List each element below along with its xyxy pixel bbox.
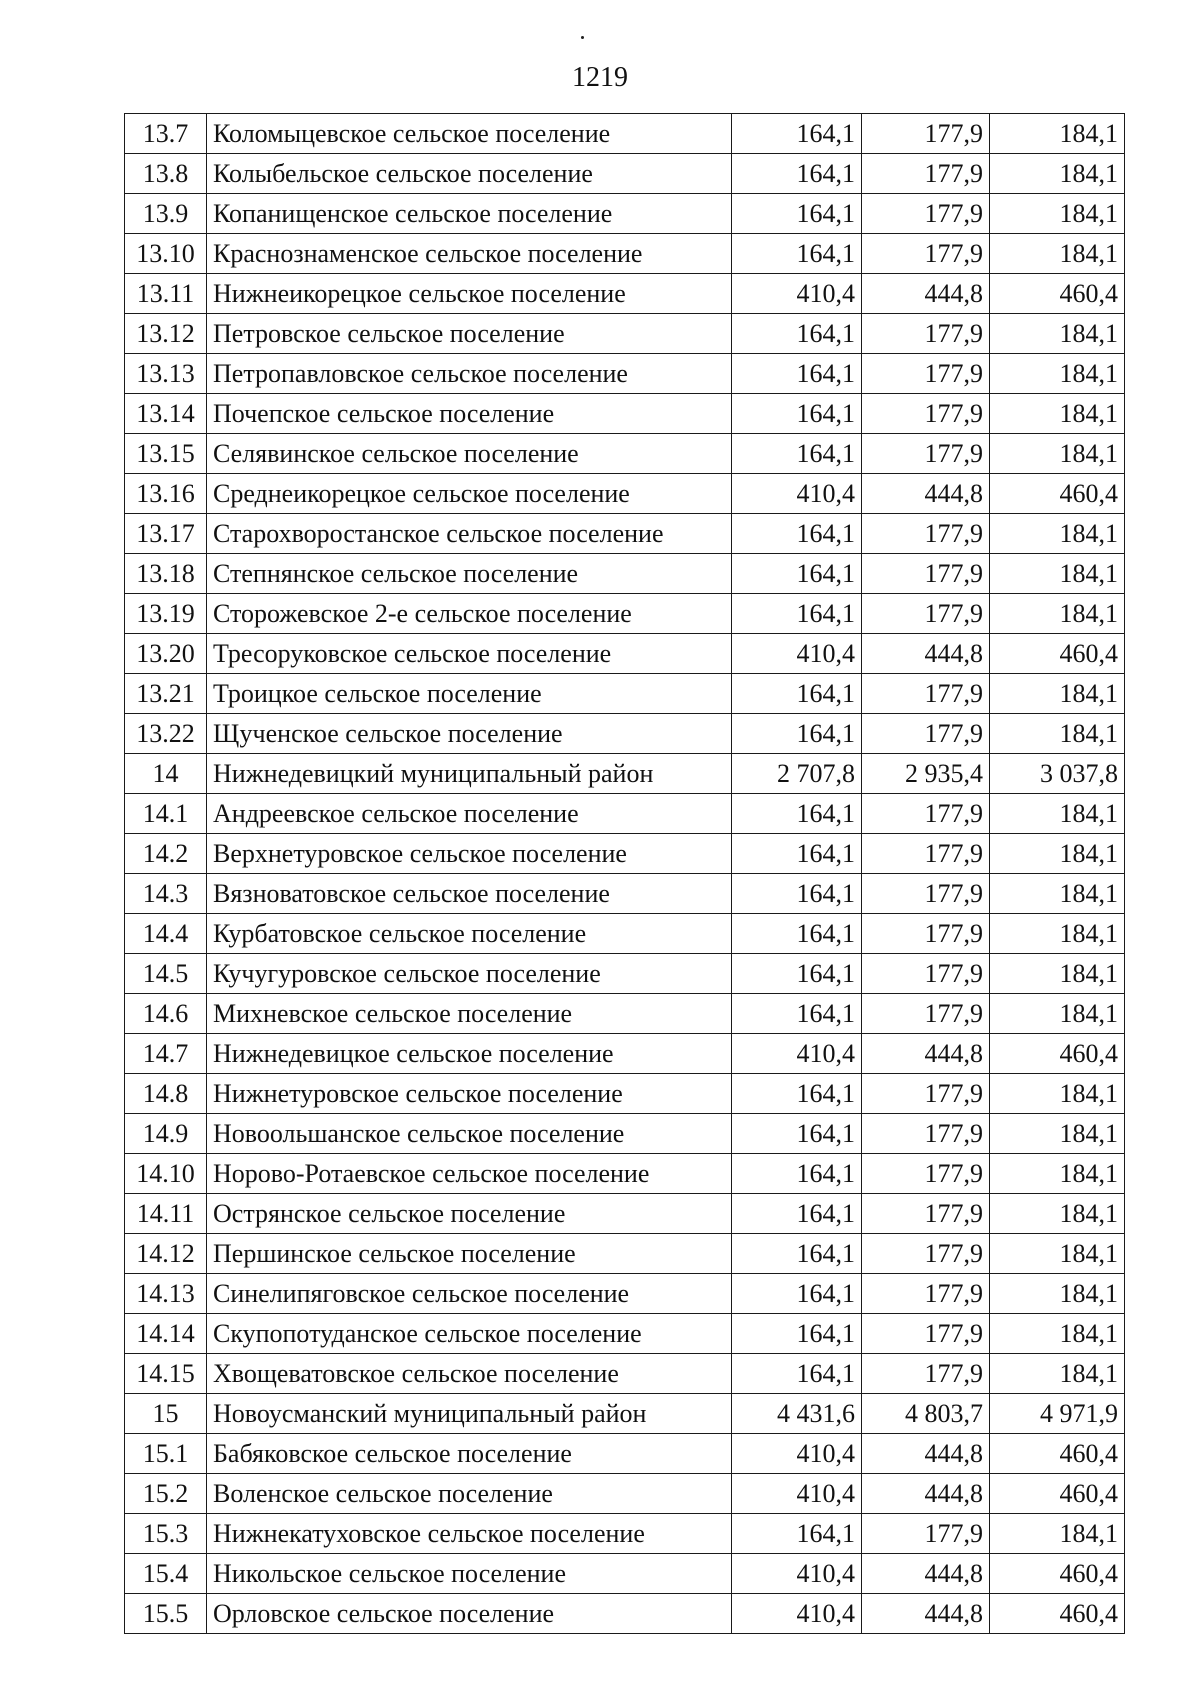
row-number-cell: 14.15 <box>125 1354 207 1394</box>
value-col-2-cell: 444,8 <box>862 634 990 674</box>
value-col-1-cell: 164,1 <box>732 1234 862 1274</box>
value-col-3-cell: 184,1 <box>990 914 1125 954</box>
value-col-3-cell: 184,1 <box>990 1274 1125 1314</box>
row-number-cell: 13.13 <box>125 354 207 394</box>
value-col-3-cell: 4 971,9 <box>990 1394 1125 1434</box>
row-number-cell: 13.14 <box>125 394 207 434</box>
table-row <box>125 1594 1125 1634</box>
scan-speck <box>581 36 584 39</box>
table-row <box>125 1034 1125 1074</box>
value-col-2-cell: 177,9 <box>862 194 990 234</box>
row-number-cell: 13.9 <box>125 194 207 234</box>
value-col-3-cell: 184,1 <box>990 1194 1125 1234</box>
settlement-name-cell: Троицкое сельское поселение <box>207 674 732 714</box>
value-col-1-cell: 4 431,6 <box>732 1394 862 1434</box>
value-col-2-cell: 177,9 <box>862 1274 990 1314</box>
value-col-1-cell: 164,1 <box>732 394 862 434</box>
row-number-cell: 13.22 <box>125 714 207 754</box>
value-col-1-cell: 164,1 <box>732 1274 862 1314</box>
table-row <box>125 1074 1125 1114</box>
value-col-3-cell: 460,4 <box>990 634 1125 674</box>
table-row <box>125 754 1125 794</box>
value-col-3-cell: 184,1 <box>990 714 1125 754</box>
value-col-2-cell: 177,9 <box>862 794 990 834</box>
value-col-3-cell: 184,1 <box>990 1514 1125 1554</box>
table-row <box>125 1394 1125 1434</box>
table-row <box>125 1554 1125 1594</box>
table-row <box>125 874 1125 914</box>
table-row <box>125 1274 1125 1314</box>
table-row <box>125 234 1125 274</box>
row-number-cell: 13.18 <box>125 554 207 594</box>
settlement-name-cell: Селявинское сельское поселение <box>207 434 732 474</box>
table-row <box>125 914 1125 954</box>
value-col-1-cell: 410,4 <box>732 1554 862 1594</box>
settlement-name-cell: Скупопотуданское сельское поселение <box>207 1314 732 1354</box>
settlement-name-cell: Копанищенское сельское поселение <box>207 194 732 234</box>
value-col-2-cell: 2 935,4 <box>862 754 990 794</box>
value-col-3-cell: 184,1 <box>990 994 1125 1034</box>
page-number: 1219 <box>572 62 628 93</box>
table-row <box>125 274 1125 314</box>
settlement-name-cell: Кучугуровское сельское поселение <box>207 954 732 994</box>
value-col-3-cell: 460,4 <box>990 1594 1125 1634</box>
row-number-cell: 14.7 <box>125 1034 207 1074</box>
value-col-1-cell: 164,1 <box>732 594 862 634</box>
value-col-3-cell: 460,4 <box>990 1434 1125 1474</box>
value-col-3-cell: 184,1 <box>990 394 1125 434</box>
settlement-name-cell: Нижнедевицкий муниципальный район <box>207 754 732 794</box>
table-row <box>125 314 1125 354</box>
budget-table <box>124 113 1125 1634</box>
settlement-name-cell: Хвощеватовское сельское поселение <box>207 1354 732 1394</box>
value-col-2-cell: 177,9 <box>862 314 990 354</box>
value-col-2-cell: 444,8 <box>862 1474 990 1514</box>
row-number-cell: 13.20 <box>125 634 207 674</box>
row-number-cell: 14.9 <box>125 1114 207 1154</box>
table-body <box>125 114 1125 1634</box>
value-col-2-cell: 177,9 <box>862 594 990 634</box>
settlement-name-cell: Сторожевское 2-е сельское поселение <box>207 594 732 634</box>
settlement-name-cell: Никольское сельское поселение <box>207 1554 732 1594</box>
value-col-1-cell: 410,4 <box>732 1594 862 1634</box>
value-col-2-cell: 177,9 <box>862 874 990 914</box>
value-col-2-cell: 177,9 <box>862 914 990 954</box>
row-number-cell: 15.2 <box>125 1474 207 1514</box>
row-number-cell: 13.11 <box>125 274 207 314</box>
value-col-3-cell: 184,1 <box>990 954 1125 994</box>
row-number-cell: 15.1 <box>125 1434 207 1474</box>
value-col-2-cell: 177,9 <box>862 114 990 154</box>
row-number-cell: 14 <box>125 754 207 794</box>
row-number-cell: 15.3 <box>125 1514 207 1554</box>
table-row <box>125 394 1125 434</box>
value-col-2-cell: 177,9 <box>862 714 990 754</box>
value-col-2-cell: 177,9 <box>862 1314 990 1354</box>
value-col-1-cell: 164,1 <box>732 714 862 754</box>
settlement-name-cell: Нижнекатуховское сельское поселение <box>207 1514 732 1554</box>
table-row <box>125 794 1125 834</box>
value-col-1-cell: 164,1 <box>732 354 862 394</box>
table-row <box>125 154 1125 194</box>
value-col-2-cell: 4 803,7 <box>862 1394 990 1434</box>
table-row <box>125 1194 1125 1234</box>
value-col-2-cell: 444,8 <box>862 1434 990 1474</box>
table-row <box>125 514 1125 554</box>
value-col-1-cell: 410,4 <box>732 1474 862 1514</box>
table-row <box>125 554 1125 594</box>
row-number-cell: 13.16 <box>125 474 207 514</box>
settlement-name-cell: Почепское сельское поселение <box>207 394 732 434</box>
settlement-name-cell: Воленское сельское поселение <box>207 1474 732 1514</box>
row-number-cell: 13.15 <box>125 434 207 474</box>
table-row <box>125 674 1125 714</box>
table-row <box>125 994 1125 1034</box>
row-number-cell: 13.21 <box>125 674 207 714</box>
table-row <box>125 1474 1125 1514</box>
value-col-2-cell: 177,9 <box>862 1114 990 1154</box>
value-col-3-cell: 184,1 <box>990 1314 1125 1354</box>
row-number-cell: 15.5 <box>125 1594 207 1634</box>
settlement-name-cell: Верхнетуровское сельское поселение <box>207 834 732 874</box>
row-number-cell: 13.8 <box>125 154 207 194</box>
value-col-2-cell: 444,8 <box>862 1594 990 1634</box>
value-col-2-cell: 177,9 <box>862 1194 990 1234</box>
row-number-cell: 14.3 <box>125 874 207 914</box>
value-col-2-cell: 177,9 <box>862 1154 990 1194</box>
row-number-cell: 14.4 <box>125 914 207 954</box>
settlement-name-cell: Орловское сельское поселение <box>207 1594 732 1634</box>
row-number-cell: 13.19 <box>125 594 207 634</box>
value-col-2-cell: 444,8 <box>862 474 990 514</box>
table-row <box>125 114 1125 154</box>
row-number-cell: 13.12 <box>125 314 207 354</box>
table-row <box>125 834 1125 874</box>
table-row <box>125 954 1125 994</box>
settlement-name-cell: Острянское сельское поселение <box>207 1194 732 1234</box>
value-col-2-cell: 444,8 <box>862 1034 990 1074</box>
value-col-2-cell: 177,9 <box>862 994 990 1034</box>
value-col-2-cell: 177,9 <box>862 1074 990 1114</box>
value-col-1-cell: 164,1 <box>732 194 862 234</box>
value-col-1-cell: 164,1 <box>732 994 862 1034</box>
table-row <box>125 354 1125 394</box>
value-col-3-cell: 184,1 <box>990 434 1125 474</box>
table-row <box>125 434 1125 474</box>
value-col-1-cell: 164,1 <box>732 154 862 194</box>
value-col-1-cell: 164,1 <box>732 794 862 834</box>
settlement-name-cell: Курбатовское сельское поселение <box>207 914 732 954</box>
value-col-1-cell: 164,1 <box>732 434 862 474</box>
row-number-cell: 14.14 <box>125 1314 207 1354</box>
settlement-name-cell: Краснознаменское сельское поселение <box>207 234 732 274</box>
settlement-name-cell: Среднеикорецкое сельское поселение <box>207 474 732 514</box>
table-row <box>125 474 1125 514</box>
value-col-3-cell: 184,1 <box>990 1354 1125 1394</box>
value-col-1-cell: 410,4 <box>732 634 862 674</box>
value-col-2-cell: 177,9 <box>862 394 990 434</box>
settlement-name-cell: Першинское сельское поселение <box>207 1234 732 1274</box>
value-col-2-cell: 177,9 <box>862 674 990 714</box>
value-col-2-cell: 177,9 <box>862 1514 990 1554</box>
value-col-3-cell: 184,1 <box>990 1114 1125 1154</box>
value-col-2-cell: 177,9 <box>862 1354 990 1394</box>
value-col-1-cell: 164,1 <box>732 1514 862 1554</box>
value-col-3-cell: 184,1 <box>990 1234 1125 1274</box>
value-col-3-cell: 184,1 <box>990 234 1125 274</box>
row-number-cell: 15.4 <box>125 1554 207 1594</box>
value-col-3-cell: 460,4 <box>990 1554 1125 1594</box>
table-row <box>125 1354 1125 1394</box>
value-col-1-cell: 410,4 <box>732 274 862 314</box>
settlement-name-cell: Нижнеикорецкое сельское поселение <box>207 274 732 314</box>
value-col-1-cell: 410,4 <box>732 1434 862 1474</box>
value-col-2-cell: 444,8 <box>862 274 990 314</box>
settlement-name-cell: Коломыцевское сельское поселение <box>207 114 732 154</box>
value-col-3-cell: 184,1 <box>990 834 1125 874</box>
value-col-3-cell: 184,1 <box>990 114 1125 154</box>
row-number-cell: 14.6 <box>125 994 207 1034</box>
row-number-cell: 14.10 <box>125 1154 207 1194</box>
row-number-cell: 14.12 <box>125 1234 207 1274</box>
value-col-1-cell: 164,1 <box>732 954 862 994</box>
value-col-1-cell: 164,1 <box>732 114 862 154</box>
value-col-1-cell: 410,4 <box>732 474 862 514</box>
value-col-1-cell: 164,1 <box>732 1194 862 1234</box>
value-col-1-cell: 164,1 <box>732 554 862 594</box>
settlement-name-cell: Щученское сельское поселение <box>207 714 732 754</box>
row-number-cell: 14.8 <box>125 1074 207 1114</box>
settlement-name-cell: Петропавловское сельское поселение <box>207 354 732 394</box>
value-col-3-cell: 184,1 <box>990 674 1125 714</box>
settlement-name-cell: Бабяковское сельское поселение <box>207 1434 732 1474</box>
value-col-1-cell: 164,1 <box>732 234 862 274</box>
value-col-3-cell: 460,4 <box>990 1474 1125 1514</box>
row-number-cell: 14.1 <box>125 794 207 834</box>
row-number-cell: 13.10 <box>125 234 207 274</box>
table-row <box>125 194 1125 234</box>
value-col-2-cell: 177,9 <box>862 154 990 194</box>
value-col-3-cell: 184,1 <box>990 874 1125 914</box>
settlement-name-cell: Старохворостанское сельское поселение <box>207 514 732 554</box>
table-row <box>125 1434 1125 1474</box>
value-col-2-cell: 177,9 <box>862 1234 990 1274</box>
value-col-2-cell: 177,9 <box>862 954 990 994</box>
value-col-3-cell: 460,4 <box>990 1034 1125 1074</box>
value-col-1-cell: 164,1 <box>732 1314 862 1354</box>
value-col-3-cell: 184,1 <box>990 354 1125 394</box>
value-col-3-cell: 184,1 <box>990 794 1125 834</box>
value-col-2-cell: 177,9 <box>862 434 990 474</box>
table-row <box>125 1114 1125 1154</box>
settlement-name-cell: Степнянское сельское поселение <box>207 554 732 594</box>
settlement-name-cell: Новоольшанское сельское поселение <box>207 1114 732 1154</box>
settlement-name-cell: Андреевское сельское поселение <box>207 794 732 834</box>
settlement-name-cell: Петровское сельское поселение <box>207 314 732 354</box>
value-col-2-cell: 177,9 <box>862 514 990 554</box>
table-row <box>125 1314 1125 1354</box>
settlement-name-cell: Новоусманский муниципальный район <box>207 1394 732 1434</box>
value-col-2-cell: 177,9 <box>862 234 990 274</box>
value-col-1-cell: 164,1 <box>732 1074 862 1114</box>
value-col-1-cell: 410,4 <box>732 1034 862 1074</box>
value-col-1-cell: 164,1 <box>732 1114 862 1154</box>
value-col-2-cell: 444,8 <box>862 1554 990 1594</box>
value-col-1-cell: 164,1 <box>732 834 862 874</box>
value-col-3-cell: 184,1 <box>990 154 1125 194</box>
table-row <box>125 1514 1125 1554</box>
settlement-name-cell: Норово-Ротаевское сельское поселение <box>207 1154 732 1194</box>
table-row <box>125 1154 1125 1194</box>
row-number-cell: 13.7 <box>125 114 207 154</box>
value-col-3-cell: 184,1 <box>990 1154 1125 1194</box>
value-col-1-cell: 164,1 <box>732 314 862 354</box>
value-col-3-cell: 184,1 <box>990 314 1125 354</box>
settlement-name-cell: Нижнетуровское сельское поселение <box>207 1074 732 1114</box>
value-col-3-cell: 184,1 <box>990 554 1125 594</box>
value-col-1-cell: 164,1 <box>732 914 862 954</box>
value-col-3-cell: 184,1 <box>990 194 1125 234</box>
value-col-1-cell: 164,1 <box>732 1154 862 1194</box>
value-col-2-cell: 177,9 <box>862 354 990 394</box>
table-row <box>125 594 1125 634</box>
settlement-name-cell: Вязноватовское сельское поселение <box>207 874 732 914</box>
value-col-3-cell: 184,1 <box>990 514 1125 554</box>
value-col-1-cell: 164,1 <box>732 514 862 554</box>
value-col-3-cell: 460,4 <box>990 474 1125 514</box>
row-number-cell: 14.13 <box>125 1274 207 1314</box>
table-row <box>125 634 1125 674</box>
value-col-3-cell: 460,4 <box>990 274 1125 314</box>
value-col-2-cell: 177,9 <box>862 554 990 594</box>
value-col-1-cell: 2 707,8 <box>732 754 862 794</box>
table-row <box>125 714 1125 754</box>
row-number-cell: 14.5 <box>125 954 207 994</box>
value-col-1-cell: 164,1 <box>732 674 862 714</box>
value-col-3-cell: 184,1 <box>990 1074 1125 1114</box>
value-col-3-cell: 3 037,8 <box>990 754 1125 794</box>
table-row <box>125 1234 1125 1274</box>
row-number-cell: 14.2 <box>125 834 207 874</box>
settlement-name-cell: Колыбельское сельское поселение <box>207 154 732 194</box>
settlement-name-cell: Тресоруковское сельское поселение <box>207 634 732 674</box>
row-number-cell: 13.17 <box>125 514 207 554</box>
value-col-2-cell: 177,9 <box>862 834 990 874</box>
row-number-cell: 15 <box>125 1394 207 1434</box>
settlement-name-cell: Михневское сельское поселение <box>207 994 732 1034</box>
settlement-name-cell: Синелипяговское сельское поселение <box>207 1274 732 1314</box>
value-col-1-cell: 164,1 <box>732 874 862 914</box>
value-col-3-cell: 184,1 <box>990 594 1125 634</box>
settlement-name-cell: Нижнедевицкое сельское поселение <box>207 1034 732 1074</box>
row-number-cell: 14.11 <box>125 1194 207 1234</box>
value-col-1-cell: 164,1 <box>732 1354 862 1394</box>
